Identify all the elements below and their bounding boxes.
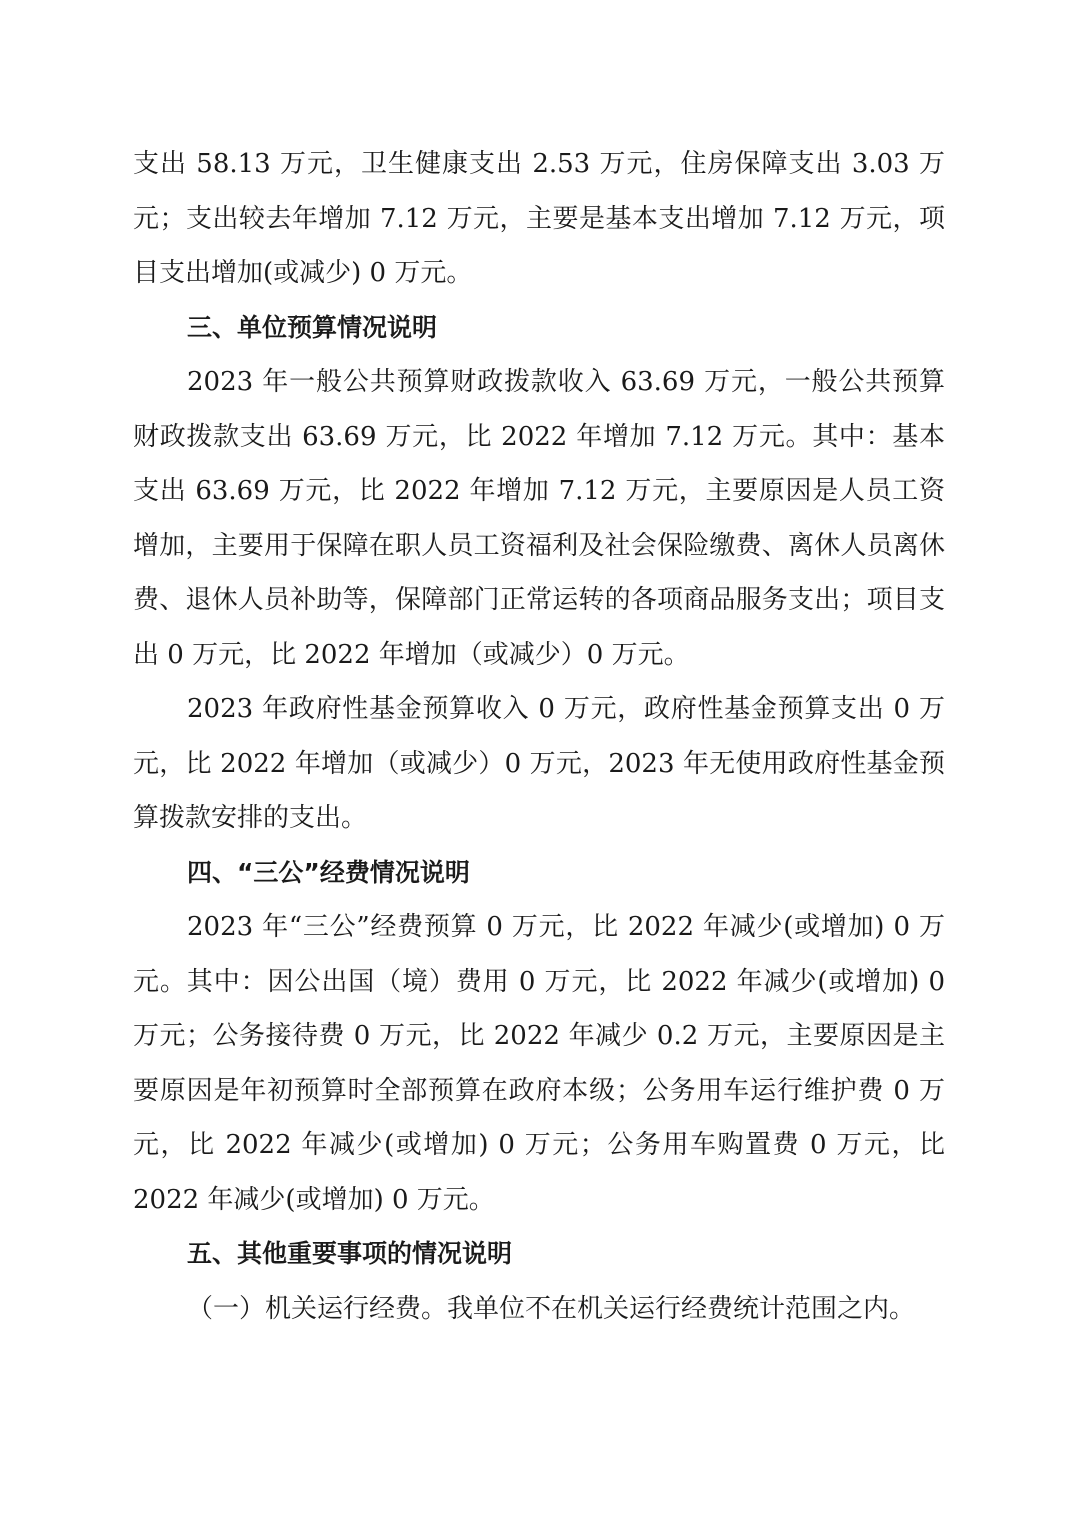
section-heading: 三、单位预算情况说明: [187, 312, 438, 342]
body-paragraph: （一）机关运行经费。我单位不在机关运行经费统计范围之内。: [187, 1293, 916, 1324]
section-heading: 五、其他重要事项的情况说明: [187, 1239, 513, 1268]
document-page: [133, 137, 945, 1336]
section-heading: 四、“三公”经费情况说明: [187, 857, 470, 887]
body-paragraph: 2023 年政府性基金预算收入 0 万元，政府性基金预算支出 0 万元，比 2022 年增加（或减少）0 万元，2023 年无使用政府性基金预算拨款安排的支出。: [133, 694, 945, 833]
body-paragraph: 2023 年“三公”经费预算 0 万元，比 2022 年减少(或增加) 0 万元。其中：因公出国（境）费用 0 万元，比 2022 年减少(或增加) 0 万元；公务接待费 0 万元，比 2022 年减少 0.2 万元，主要原因是主要原因是年初预算时全部预算在政府本级；公务用车运行维护费 0 万元，比 2022 年减少(或增加) 0 万元；公务用车购置费 0 万元，比 2022 年减少(或增加) 0 万元。: [133, 912, 945, 1215]
body-paragraph: 支出 58.13 万元，卫生健康支出 2.53 万元，住房保障支出 3.03 万元；支出较去年增加 7.12 万元，主要是基本支出增加 7.12 万元，项目支出增加(或减少) 0 万元。: [133, 149, 945, 288]
body-paragraph: 2023 年一般公共预算财政拨款收入 63.69 万元，一般公共预算财政拨款支出 63.69 万元，比 2022 年增加 7.12 万元。其中：基本支出 63.69 万元，比 2022 年增加 7.12 万元，主要原因是人员工资增加，主要用于保障在职人员工资福利及社会保险缴费、离休人员离休费、退休人员补助等，保障部门正常运转的各项商品服务支出；项目支出 0 万元，比 2022 年增加（或减少）0 万元。: [133, 367, 945, 670]
